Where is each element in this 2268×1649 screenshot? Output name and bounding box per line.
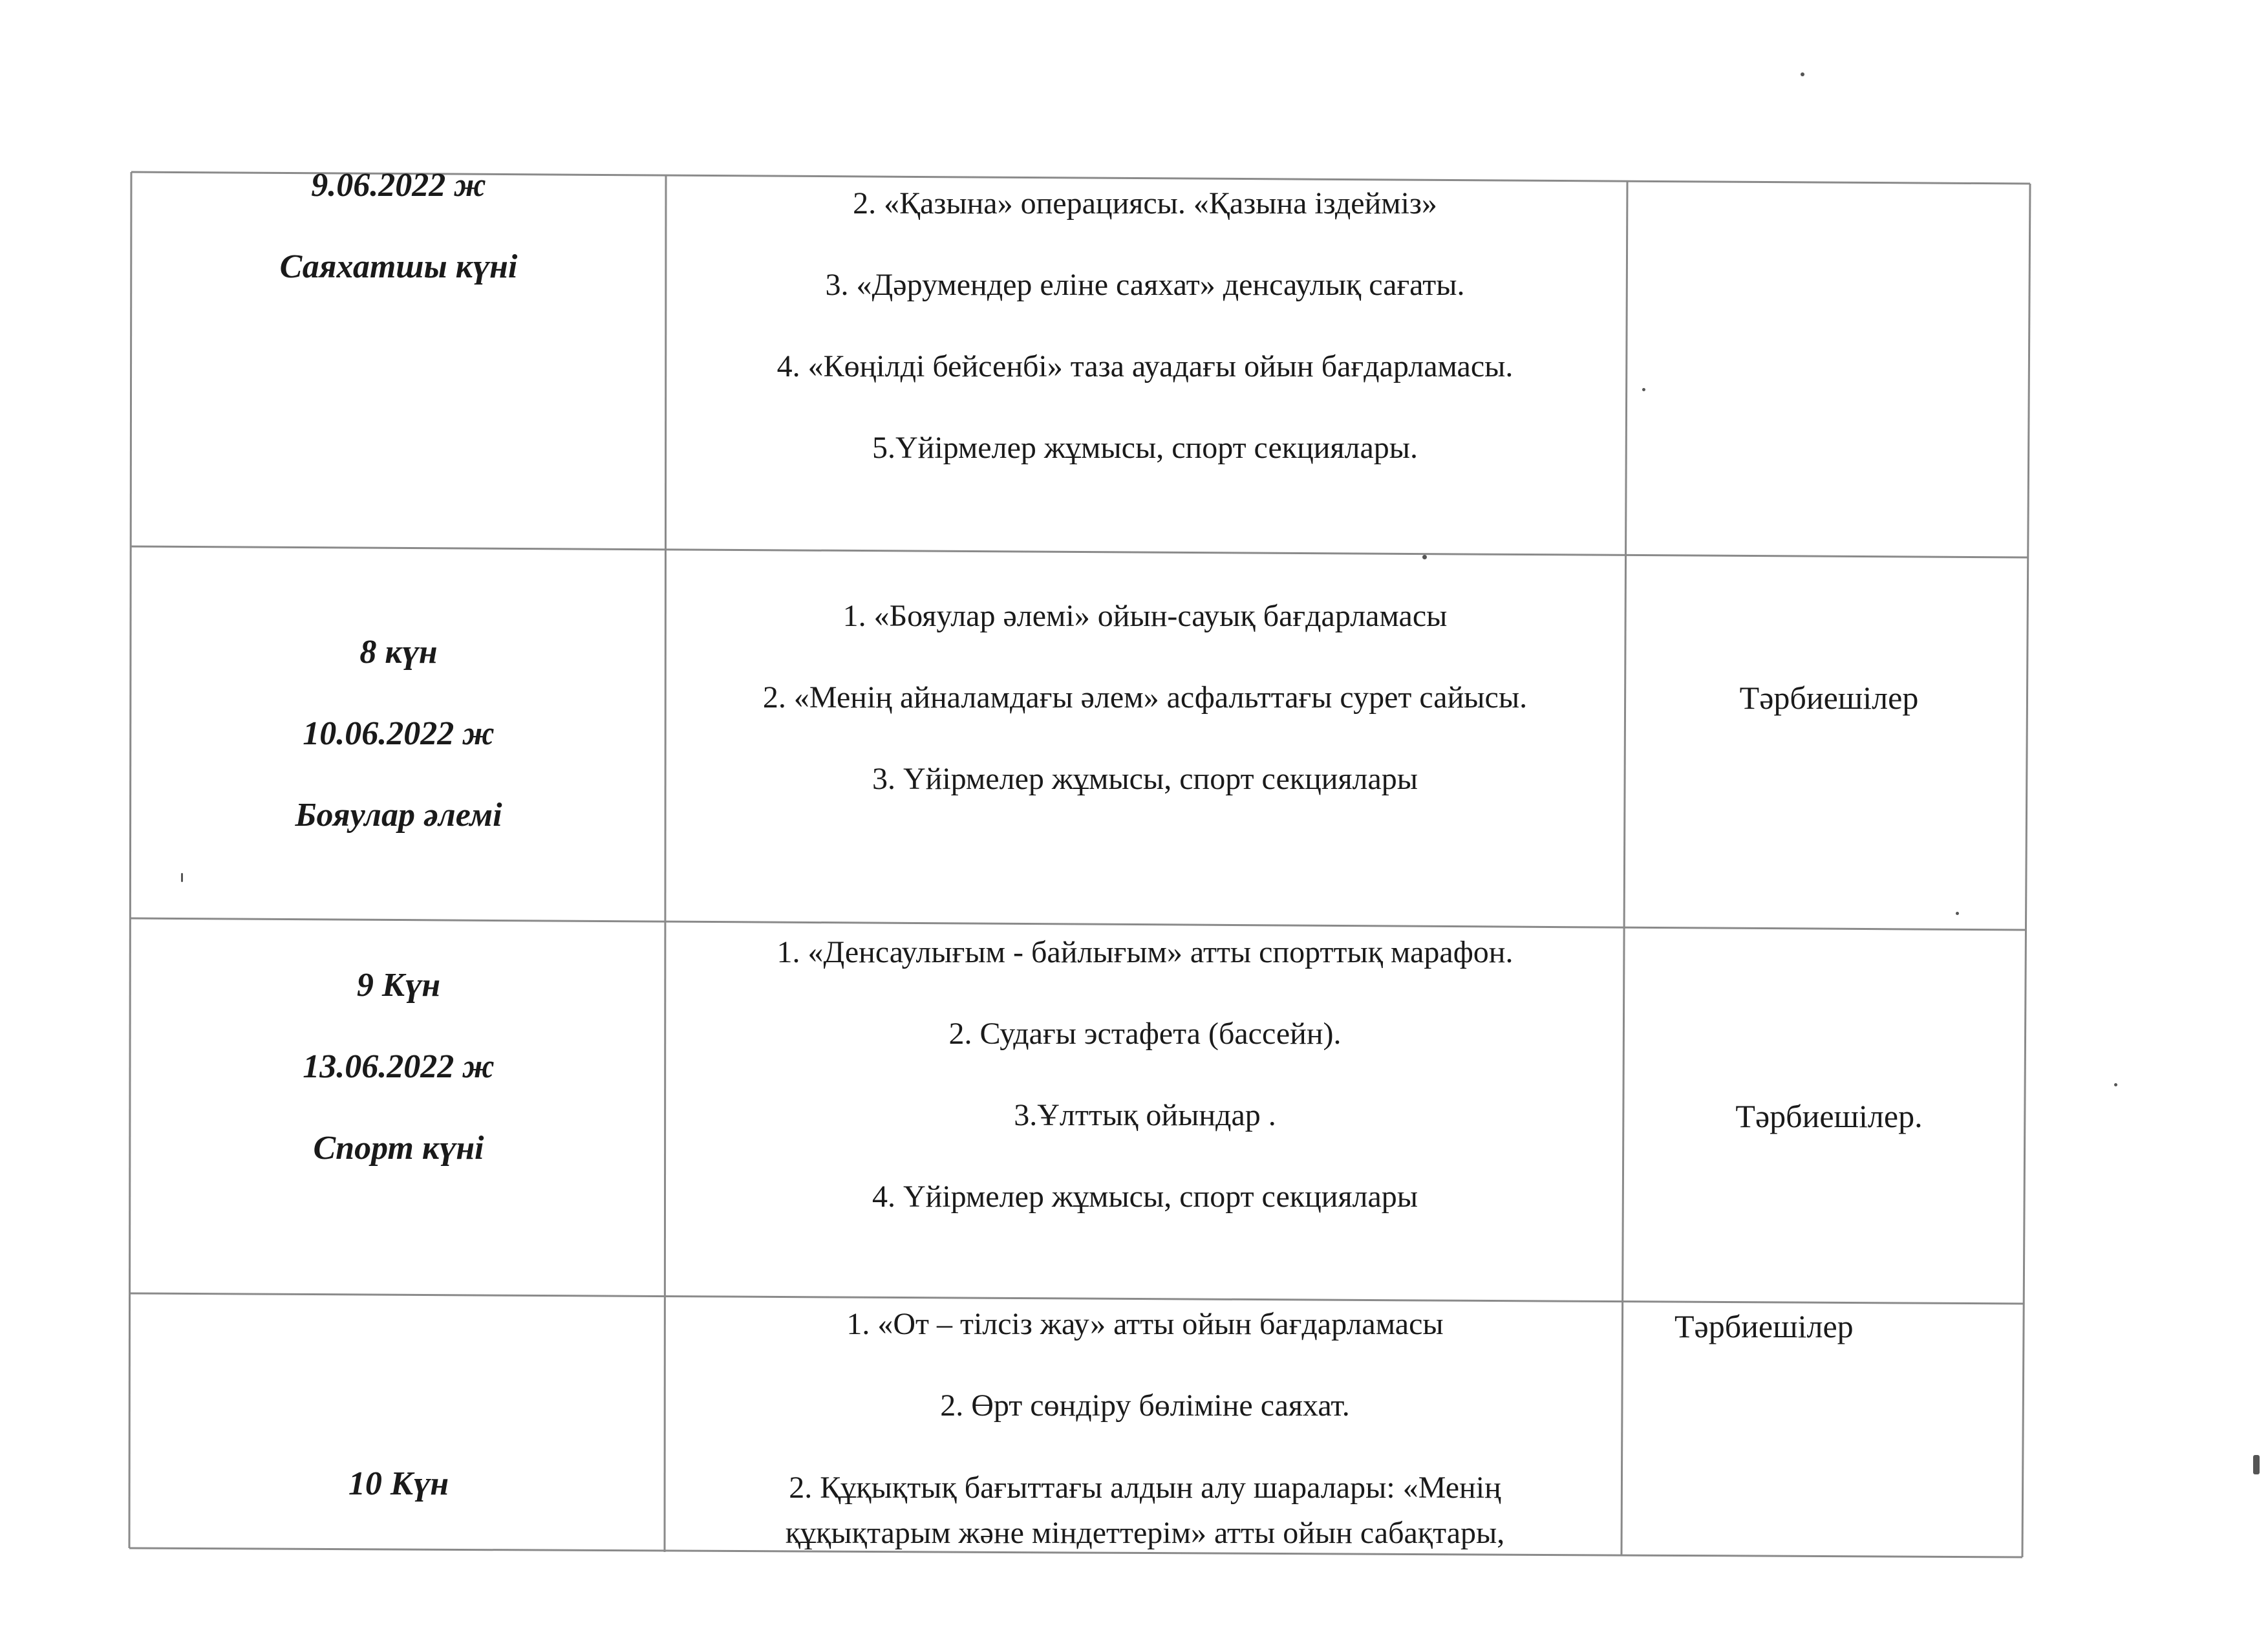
- activities-cell-row-3: [667, 912, 1623, 1238]
- activity-item: 2. «Қазына» операциясы. «Қазына іздейміз»: [853, 186, 1437, 221]
- activity-item: 4. Үйірмелер жұмысы, спорт секциялары: [872, 1180, 1418, 1214]
- scan-speck: [181, 873, 183, 882]
- activity-item: 1. «От – тілсіз жау» атты ойын бағдарламасы: [846, 1307, 1444, 1341]
- activity-item: 3. «Дәрумендер еліне саяхат» денсаулық сағаты.: [825, 268, 1465, 302]
- responsible-text: Тәрбиешілер: [1739, 680, 1919, 716]
- scan-speck: [1422, 555, 1427, 559]
- activity-item: 1. «Денсаулығым - байлығым» атты спорттық марафон.: [776, 935, 1514, 969]
- responsible-text: Тәрбиешілер: [1674, 1308, 1854, 1344]
- day-date: 9.06.2022 ж: [311, 167, 486, 204]
- activity-item: 2. «Менің айналамдағы әлем» асфальттағы сурет сайысы.: [762, 680, 1528, 715]
- day-title: Бояулар әлемі: [295, 797, 502, 834]
- scan-speck: [1956, 912, 1959, 915]
- day-number: 9 Күн: [356, 967, 441, 1004]
- activity-item: 2. Құқықтық бағыттағы алдын алу шаралары: «Менің: [789, 1471, 1501, 1505]
- activities-cell-row-1: [667, 163, 1623, 489]
- day-cell-row-2: [133, 611, 665, 857]
- day-number: 10 Күн: [348, 1465, 449, 1502]
- activity-item: 4. «Көңілді бейсенбі» таза ауадағы ойын бағдарламасы.: [776, 349, 1514, 383]
- activities-cell-row-2: [667, 576, 1623, 820]
- activity-item: 3.Ұлттық ойындар .: [1014, 1098, 1276, 1132]
- activity-item: 2. Судағы эстафета (бассейн).: [948, 1017, 1342, 1051]
- day-date: 13.06.2022 ж: [303, 1048, 495, 1085]
- day-date: 10.06.2022 ж: [303, 715, 495, 752]
- day-number: 8 күн: [359, 634, 438, 671]
- responsible-cell-row-2: [1629, 679, 2029, 717]
- activity-item: 3. Үйірмелер жұмысы, спорт секциялары: [872, 762, 1418, 796]
- activity-item: 5.Үйірмелер жұмысы, спорт секциялары.: [872, 431, 1418, 465]
- day-title: Спорт күні: [313, 1130, 484, 1167]
- activity-item: құқықтарым және міндеттерім» атты ойын сабақтары,: [785, 1516, 1505, 1550]
- activity-item: 1. «Бояулар әлемі» ойын-сауық бағдарламасы: [842, 599, 1448, 633]
- day-cell-row-4: [133, 1442, 665, 1526]
- scan-speck: [1642, 388, 1645, 391]
- activities-cell-row-4: [667, 1284, 1623, 1553]
- responsible-cell-row-4: [1629, 1308, 1952, 1345]
- day-cell-row-1: [133, 162, 665, 291]
- scan-speck: [2253, 1455, 2260, 1474]
- activity-item: 2. Өрт сөндіру бөліміне саяхат.: [940, 1388, 1350, 1423]
- scan-speck: [1801, 72, 1804, 76]
- responsible-text: Тәрбиешілер.: [1735, 1098, 1923, 1134]
- day-cell-row-3: [133, 944, 665, 1190]
- responsible-cell-row-3: [1629, 1097, 2029, 1135]
- day-title: Саяхатшы күні: [279, 248, 518, 285]
- scan-speck: [2114, 1083, 2117, 1086]
